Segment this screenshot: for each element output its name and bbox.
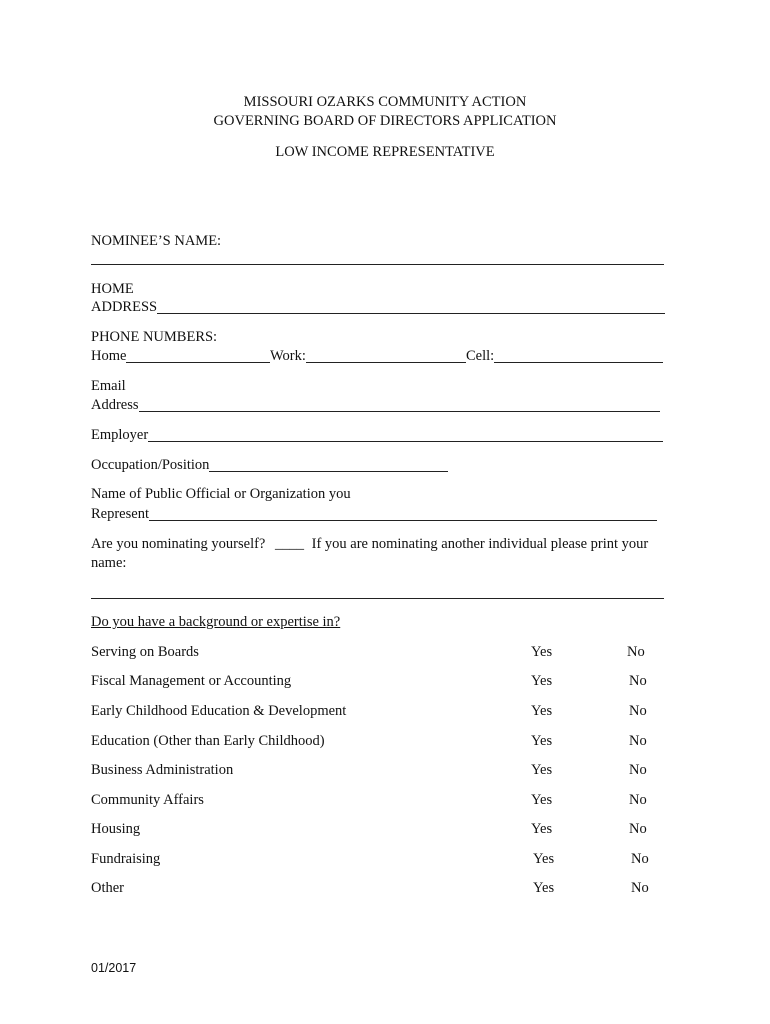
phone-home-label: Home <box>91 348 127 364</box>
phone-row <box>91 348 663 365</box>
no-option[interactable]: No <box>629 762 647 778</box>
expertise-item-label: Business Administration <box>91 762 234 778</box>
no-option[interactable]: No <box>631 851 649 867</box>
yes-option[interactable]: Yes <box>531 792 553 808</box>
yes-option[interactable]: Yes <box>531 762 553 778</box>
no-option[interactable]: No <box>631 880 649 896</box>
other-nominate-label: If you are nominating another individual please print your <box>311 536 649 552</box>
employer-row <box>91 427 663 444</box>
expertise-item-label: Other <box>91 880 125 896</box>
represent-field[interactable] <box>149 506 657 521</box>
expertise-item-label: Fiscal Management or Accounting <box>91 673 292 689</box>
expertise-heading: Do you have a background or expertise in? <box>91 614 341 630</box>
no-option[interactable]: No <box>629 733 647 749</box>
expertise-item-label: Education (Other than Early Childhood) <box>91 733 325 749</box>
address-label: ADDRESS <box>91 299 158 315</box>
no-option[interactable]: No <box>629 673 647 689</box>
yes-option[interactable]: Yes <box>531 673 553 689</box>
email-row <box>91 397 660 414</box>
org-name: MISSOURI OZARKS COMMUNITY ACTION <box>243 94 527 110</box>
form-subtitle: LOW INCOME REPRESENTATIVE <box>275 144 495 160</box>
home-address-field[interactable] <box>157 299 665 314</box>
expertise-item-label: Fundraising <box>91 851 161 867</box>
employer-field[interactable] <box>148 427 663 442</box>
occupation-field[interactable] <box>209 457 448 472</box>
phone-work-field[interactable] <box>306 348 466 363</box>
represent-label: Represent <box>91 506 149 522</box>
no-option[interactable]: No <box>629 821 647 837</box>
phone-cell-label: Cell: <box>466 348 495 364</box>
nominee-name-field[interactable] <box>91 264 664 265</box>
self-nominate-row <box>91 536 648 553</box>
form-title: GOVERNING BOARD OF DIRECTORS APPLICATION <box>213 113 557 129</box>
employer-label: Employer <box>91 427 149 443</box>
phone-cell-field[interactable] <box>494 348 663 363</box>
other-nominate-name-label: name: <box>91 555 127 571</box>
yes-option[interactable]: Yes <box>531 703 553 719</box>
no-option[interactable]: No <box>629 792 647 808</box>
email-field[interactable] <box>139 397 660 412</box>
nominee-name-label: NOMINEE’S NAME: <box>91 233 222 249</box>
expertise-item-label: Housing <box>91 821 141 837</box>
self-nominate-label: Are you nominating yourself? <box>91 536 266 552</box>
no-option[interactable]: No <box>627 644 645 660</box>
represent-row <box>91 506 657 523</box>
phone-home-field[interactable] <box>126 348 270 363</box>
other-nominee-name-field[interactable] <box>91 598 664 599</box>
occupation-row <box>91 457 448 474</box>
yes-option[interactable]: Yes <box>533 851 555 867</box>
revision-date: 01/2017 <box>91 961 137 975</box>
home-address-row <box>91 299 665 316</box>
expertise-item-label: Community Affairs <box>91 792 204 808</box>
no-option[interactable]: No <box>629 703 647 719</box>
email-address-label: Address <box>91 397 139 413</box>
yes-option[interactable]: Yes <box>531 821 553 837</box>
home-label: HOME <box>91 281 134 297</box>
yes-option[interactable]: Yes <box>531 733 553 749</box>
public-official-label: Name of Public Official or Organization you <box>91 486 351 502</box>
expertise-item-label: Early Childhood Education & Development <box>91 703 347 719</box>
phone-work-label: Work: <box>270 348 306 364</box>
yes-option[interactable]: Yes <box>531 644 553 660</box>
yes-option[interactable]: Yes <box>533 880 555 896</box>
phone-numbers-label: PHONE NUMBERS: <box>91 329 218 345</box>
self-nominate-blank[interactable]: ____ <box>275 536 304 552</box>
email-label: Email <box>91 378 126 394</box>
expertise-item-label: Serving on Boards <box>91 644 199 660</box>
occupation-label: Occupation/Position <box>91 457 210 473</box>
